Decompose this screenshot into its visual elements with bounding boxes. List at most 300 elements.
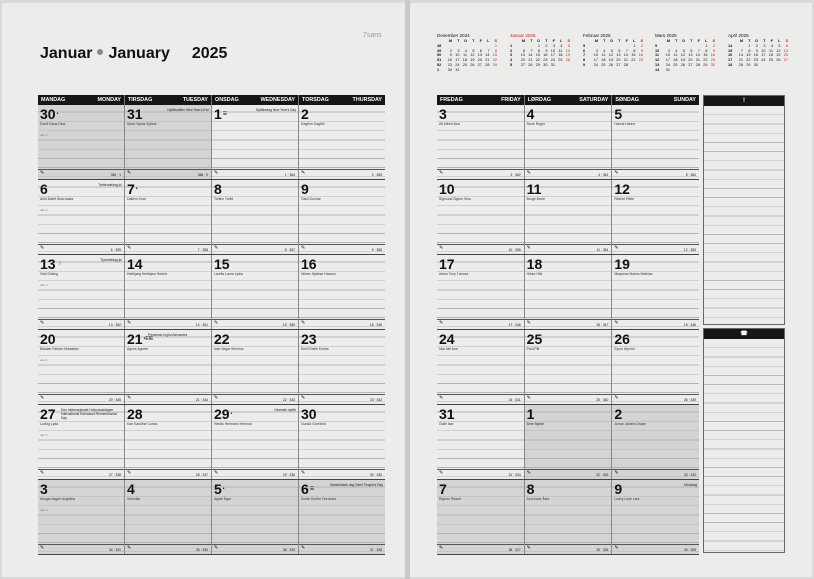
day-footer: [299, 544, 385, 554]
day-number: [527, 482, 535, 496]
day-number-value: 27: [40, 406, 56, 422]
week-row: [38, 480, 385, 555]
day-cell[interactable]: [524, 180, 612, 254]
day-number: [127, 482, 135, 496]
pencil-icon: ✎: [614, 395, 619, 401]
day-number: [527, 182, 542, 196]
day-cell[interactable]: [211, 105, 298, 179]
day-count: 12 · 353: [683, 248, 697, 252]
day-cell[interactable]: [38, 180, 124, 254]
name-day: Hilmer Hjalmar Hasson: [301, 272, 336, 276]
mini-day: 5: [610, 48, 613, 53]
mini-day: 21: [738, 58, 743, 63]
mini-day: 24: [455, 62, 460, 67]
day-footer: [125, 394, 211, 404]
mini-day: 18: [462, 58, 467, 63]
day-count: 30 · 335: [369, 473, 382, 477]
name-day: Veronika: [127, 497, 141, 501]
name-day: Karl Karoline Carlos: [127, 422, 158, 426]
day-number: [439, 332, 455, 346]
mini-weekday: L: [633, 39, 636, 43]
day-cell[interactable]: [124, 255, 211, 329]
mini-day: 29: [746, 62, 751, 67]
mini-week-number: 18: [728, 62, 733, 67]
mini-day: 24: [761, 58, 766, 63]
day-number: [301, 482, 314, 496]
day-cell[interactable]: [211, 255, 298, 329]
day-count: 32 · 333: [596, 473, 609, 477]
day-number-value: 21: [127, 331, 143, 347]
mini-day: 6: [522, 48, 525, 53]
day-cell[interactable]: [611, 480, 699, 554]
week-row: [38, 180, 385, 255]
day-cell[interactable]: [298, 105, 385, 179]
day-number-value: 6: [301, 481, 309, 497]
mini-week-number: 3: [510, 53, 513, 58]
week-row: [437, 480, 699, 555]
title-dot-icon: [97, 49, 103, 55]
day-footer: [525, 394, 612, 404]
day-cell[interactable]: [38, 405, 124, 479]
day-cell[interactable]: [524, 480, 612, 554]
day-number-value: 8: [214, 181, 222, 197]
day-number-value: 17: [439, 256, 455, 272]
mini-day: 26: [776, 58, 781, 63]
day-number: [40, 107, 58, 121]
day-footer: [38, 169, 124, 179]
mini-day: 9: [755, 48, 758, 53]
day-number: [127, 107, 143, 121]
day-number-value: 26: [614, 331, 630, 347]
day-cell[interactable]: [211, 180, 298, 254]
mini-day: [758, 63, 766, 68]
pencil-icon: ✎: [127, 545, 132, 551]
name-day: Gard Gunnar: [301, 197, 321, 201]
mini-day: 25: [462, 62, 467, 67]
day-cell[interactable]: [124, 180, 211, 254]
day-cell[interactable]: [524, 105, 612, 179]
mini-day: 19: [776, 53, 781, 58]
day-number: [214, 407, 232, 421]
day-count: 35 · 330: [195, 548, 208, 552]
day-footer: [38, 244, 124, 254]
day-footer: [437, 319, 524, 329]
day-number: [527, 107, 535, 121]
mini-day: 2: [712, 43, 715, 48]
mini-calendar-row: [437, 68, 497, 73]
pencil-icon: ✎: [526, 245, 531, 251]
mini-day: 13: [477, 53, 482, 58]
day-cell[interactable]: [611, 405, 699, 479]
mini-week-number: 9: [583, 62, 586, 67]
day-event: Trettendedag jul: [98, 183, 122, 187]
day-cell[interactable]: [298, 255, 385, 329]
day-event: Nyttårsaften New Year's Eve: [167, 108, 209, 112]
day-number: [214, 107, 227, 121]
day-cell[interactable]: [611, 255, 699, 329]
mini-day: [482, 68, 490, 73]
day-footer: [525, 469, 612, 479]
day-cell[interactable]: [38, 330, 124, 404]
day-number-value: 10: [439, 181, 455, 197]
mini-day: 12: [470, 53, 475, 58]
name-day: Herlbjørg Herlbjørn Herleiv: [127, 272, 168, 276]
name-day: Dølfinn Knut: [127, 197, 146, 201]
day-footer: [612, 319, 699, 329]
pencil-icon: ✎: [214, 170, 219, 176]
mini-day: 12: [608, 53, 613, 58]
pencil-icon: ✎: [614, 545, 619, 551]
day-count: 11 · 354: [596, 248, 609, 252]
name-day: Eyvor Øyvind: [614, 347, 635, 351]
day-cell[interactable]: [611, 330, 699, 404]
mini-day: 1: [633, 43, 636, 48]
day-number: [614, 407, 622, 421]
mini-day: 15: [631, 53, 636, 58]
mini-day: 23: [710, 58, 715, 63]
day-cell[interactable]: [38, 255, 124, 329]
day-cell[interactable]: [211, 480, 298, 554]
mini-day: 14: [695, 53, 700, 58]
mini-week-number: 5: [510, 62, 513, 67]
pencil-icon: ✎: [614, 245, 619, 251]
mini-day: 23: [543, 58, 548, 63]
mini-day: 23: [447, 62, 452, 67]
mini-weekday: L: [778, 39, 781, 43]
mini-week-number: 15: [728, 48, 733, 53]
name-day: Agate Ågot: [214, 497, 231, 501]
mini-day: 22: [703, 58, 708, 63]
day-number-value: 8: [526, 481, 535, 497]
day-footer: [612, 544, 699, 554]
day-footer: [525, 169, 612, 179]
mini-week-number: 52: [437, 62, 442, 67]
mini-day: 1: [748, 43, 751, 48]
name-day: Dortie Dorthe Doromea: [301, 497, 337, 501]
mini-day: 9: [449, 53, 452, 58]
month-title-year: 2025: [191, 45, 228, 62]
mini-day: 16: [638, 53, 643, 58]
pencil-icon: ✎: [301, 320, 306, 326]
day-number-value: 24: [439, 331, 455, 347]
name-day: Laurits Laura Lydia: [214, 272, 243, 276]
mini-calendar-title: Mars 2025: [655, 33, 677, 38]
mini-day: 18: [768, 53, 773, 58]
day-cell[interactable]: [124, 330, 211, 404]
mini-day: 4: [770, 43, 773, 48]
mini-calendar: [510, 33, 570, 68]
pencil-icon: ✎: [526, 470, 531, 476]
day-footer: [437, 469, 524, 479]
mini-calendar-row: [655, 68, 715, 73]
mini-week-number: 5: [583, 43, 586, 48]
notes-exclamation-icon: !: [704, 96, 784, 106]
day-count: 34 · 331: [108, 548, 121, 552]
mini-weekday: T: [545, 39, 548, 43]
day-cell[interactable]: [298, 405, 385, 479]
weekday-header: [211, 95, 298, 105]
mini-day: [460, 68, 468, 73]
day-cell[interactable]: [211, 330, 298, 404]
pencil-icon: ✎: [40, 170, 45, 176]
mini-day: [678, 68, 686, 73]
notes-box-phone[interactable]: [703, 328, 785, 553]
mini-day: [685, 68, 693, 73]
day-cell[interactable]: [38, 480, 124, 554]
name-day: Borge Borre: [526, 197, 545, 201]
day-footer: [299, 394, 385, 404]
mini-day: 12: [680, 53, 685, 58]
day-cell[interactable]: [211, 405, 298, 479]
mini-day: 28: [695, 62, 700, 67]
mini-day: 18: [558, 53, 563, 58]
day-footer: [125, 469, 211, 479]
day-count: 28 · 337: [195, 473, 208, 477]
name-day: Jomar Jostein Orape: [614, 422, 646, 426]
day-footer: [299, 244, 385, 254]
mini-day: [708, 68, 716, 73]
day-number-value: 7: [127, 181, 135, 197]
day-footer: [125, 169, 211, 179]
mini-day: 30: [543, 62, 548, 67]
day-number-value: 4: [526, 106, 535, 122]
mini-day: 25: [768, 58, 773, 63]
day-cell[interactable]: [524, 255, 612, 329]
day-footer: [212, 469, 298, 479]
day-marker-icon: ☽: [56, 261, 62, 267]
day-footer: [437, 169, 524, 179]
day-count: 31 · 334: [508, 473, 521, 477]
name-day: Rigmor Rikard: [439, 497, 461, 501]
name-day: Ludvy Lone Lars: [614, 497, 640, 501]
week-row: [38, 405, 385, 480]
weekday-header-row: [38, 95, 385, 105]
mini-day: 26: [565, 58, 570, 63]
mini-day: 10: [455, 53, 460, 58]
mini-day: [563, 63, 571, 68]
day-number-value: 7: [439, 481, 447, 497]
day-cell[interactable]: [437, 105, 524, 179]
mini-weekday: M: [521, 39, 525, 43]
day-cell[interactable]: [298, 180, 385, 254]
mini-day: 24: [593, 62, 598, 67]
week-number: 2: [45, 208, 48, 212]
day-cell[interactable]: [524, 330, 612, 404]
day-number-value: 1: [526, 406, 535, 422]
day-number: [301, 407, 317, 421]
mini-weekday: M: [594, 39, 598, 43]
mini-day: 2: [449, 48, 452, 53]
mini-day: 29: [703, 62, 708, 67]
mini-week-number: 51: [437, 58, 442, 63]
day-cell[interactable]: [437, 255, 524, 329]
mini-day: 22: [746, 58, 751, 63]
day-number: [127, 182, 138, 196]
week-number-label: [40, 508, 47, 512]
mini-day: 17: [761, 53, 766, 58]
day-count: 5 · 360: [685, 173, 697, 177]
mini-day: 21: [623, 58, 628, 63]
day-cell[interactable]: [524, 405, 612, 479]
week-label: uke: [40, 283, 45, 287]
day-count: 25 · 340: [596, 398, 609, 402]
day-count: 18 · 347: [596, 323, 609, 327]
weekday-header: [611, 95, 699, 105]
mini-day: 5: [472, 48, 475, 53]
day-count: 27 · 338: [108, 473, 121, 477]
day-number: [127, 257, 143, 271]
mini-calendar-row: [510, 63, 570, 68]
mini-day: 17: [593, 58, 598, 63]
day-footer: [437, 544, 524, 554]
mini-day: 11: [769, 48, 773, 53]
day-number-value: 22: [214, 331, 230, 347]
day-count: 10 · 355: [508, 248, 521, 252]
day-number-value: 28: [127, 406, 143, 422]
day-number-value: 2: [301, 106, 309, 122]
mini-day: [693, 68, 701, 73]
pencil-icon: ✎: [614, 170, 619, 176]
name-day: Anton Tony Tønnes: [439, 272, 469, 276]
pencil-icon: ✎: [127, 320, 132, 326]
mini-day: 26: [608, 62, 613, 67]
mini-day: 28: [528, 62, 533, 67]
day-count: 24 · 341: [508, 398, 521, 402]
mini-day: 16: [753, 53, 758, 58]
month-title-english: January: [108, 45, 170, 62]
day-cell[interactable]: [437, 330, 524, 404]
pencil-icon: ✎: [40, 545, 45, 551]
weekday-header: [524, 95, 612, 105]
mini-day: 17: [455, 58, 460, 63]
day-footer: [299, 169, 385, 179]
mini-weekday: S: [640, 39, 643, 43]
mini-weekday: S: [712, 39, 715, 43]
month-title: [40, 45, 227, 63]
day-number: [301, 257, 317, 271]
mini-day: [555, 63, 563, 68]
day-number-value: 15: [214, 256, 230, 272]
day-cell[interactable]: [437, 405, 524, 479]
week-number: 3: [45, 283, 48, 287]
mini-week-number: 6: [583, 48, 586, 53]
mini-day: 11: [601, 53, 606, 58]
name-day: Rune Roger: [526, 122, 545, 126]
day-number-value: 31: [127, 106, 143, 122]
mini-day: 30: [447, 67, 452, 72]
mini-weekday: T: [690, 39, 693, 43]
mini-day: 8: [705, 48, 708, 53]
mini-calendar-row: [728, 63, 788, 68]
mini-day: 19: [565, 53, 570, 58]
mini-day: 13: [616, 53, 621, 58]
mini-day: 8: [537, 48, 540, 53]
pencil-icon: ✎: [214, 395, 219, 401]
name-day: Gisli Gisling: [40, 272, 58, 276]
day-cell[interactable]: [298, 330, 385, 404]
mini-day: 11: [463, 53, 467, 58]
day-event: Den internasjonale Holocaustdagen International Holocaust Remembrance Day: [61, 408, 118, 420]
day-cell[interactable]: [298, 480, 385, 554]
mini-day: 13: [520, 53, 525, 58]
day-cell[interactable]: [437, 180, 524, 254]
mini-day: 7: [740, 48, 743, 53]
mini-weekday: L: [705, 39, 708, 43]
name-day: Emil Emilie Emma: [301, 347, 329, 351]
weekday-header: [437, 95, 524, 105]
day-cell[interactable]: [124, 480, 211, 554]
pencil-icon: ✎: [526, 545, 531, 551]
weekday-header-english: FRIDAY: [501, 97, 521, 103]
name-day: Hanna Hanne: [614, 122, 636, 126]
day-cell[interactable]: [437, 480, 524, 554]
day-number-value: 29: [214, 406, 230, 422]
pencil-icon: ✎: [127, 245, 132, 251]
day-footer: [125, 544, 211, 554]
day-number-value: 3: [40, 481, 48, 497]
day-number: [301, 182, 309, 196]
day-count: 40 · 325: [683, 548, 697, 552]
day-cell[interactable]: [611, 105, 699, 179]
left-page: [2, 3, 405, 577]
mini-day: 4: [675, 48, 678, 53]
weekday-header-norwegian: ONSDAG: [215, 97, 239, 103]
mini-day: [475, 68, 483, 73]
mini-day: 4: [603, 48, 606, 53]
mini-day: 31: [455, 67, 460, 72]
name-day: Paul Pål: [526, 347, 540, 351]
week-number-label: [40, 433, 47, 437]
day-cell[interactable]: [124, 405, 211, 479]
pencil-icon: ✎: [526, 170, 531, 176]
mini-day: [781, 63, 789, 68]
pencil-icon: ✎: [214, 545, 219, 551]
day-count: 14 · 351: [195, 323, 208, 327]
mini-day: 10: [593, 53, 598, 58]
day-count: 3 · 362: [510, 173, 521, 177]
day-number: [527, 332, 543, 346]
pencil-icon: ✎: [526, 395, 531, 401]
mini-day: 6: [690, 48, 693, 53]
mini-week-number: 49: [437, 48, 442, 53]
day-cell[interactable]: [611, 180, 699, 254]
mini-day: 5: [682, 48, 685, 53]
weekday-header-row: [437, 95, 699, 105]
day-number: [527, 407, 535, 421]
name-day: Reinert Reite: [614, 197, 635, 201]
name-day: Aud Aune Åsta: [526, 497, 550, 501]
day-footer: [437, 244, 524, 254]
day-count: 26 · 339: [683, 398, 697, 402]
mini-day: 3: [667, 48, 670, 53]
mini-day: [773, 63, 781, 68]
mini-day: 14: [623, 53, 628, 58]
day-cell[interactable]: [124, 105, 211, 179]
mini-day: 3: [763, 43, 766, 48]
day-count: 29 · 336: [282, 473, 295, 477]
weekday-header-norwegian: SØNDAG: [615, 97, 640, 103]
notes-box-top[interactable]: [703, 95, 785, 325]
day-count: 7 · 358: [197, 248, 208, 252]
day-cell[interactable]: [38, 105, 124, 179]
mini-day: 9: [640, 48, 643, 53]
day-footer: [525, 544, 612, 554]
day-footer: [38, 469, 124, 479]
day-count: 2 · 363: [371, 173, 382, 177]
mini-day: 14: [738, 53, 743, 58]
day-number-value: 30: [40, 106, 56, 122]
pencil-icon: ✎: [439, 320, 444, 326]
